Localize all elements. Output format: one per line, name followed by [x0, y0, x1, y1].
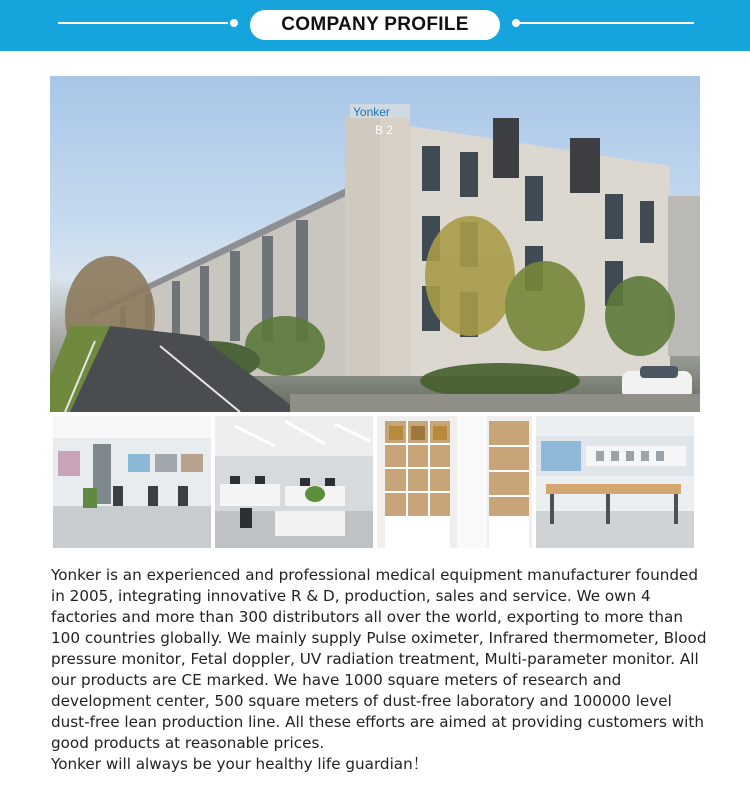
section-header — [0, 0, 750, 51]
building-number: B 2 — [375, 123, 394, 137]
product-room-photo — [536, 416, 694, 548]
showcase-photo — [377, 416, 532, 548]
profile-paragraph: Yonker is an experienced and professional medical equipment manufacturer founded in 2005, integrating innovative R & D, production, sales and service. We own 4 factories and more than 300 distributors all over the world, exporting to more than 100 countries globally. We mainly supply Pulse oximeter, Infrared thermometer, Blood pressure monitor, Fetal doppler, UV radiation treatment, Multi-parameter monitor. All our products are CE marked. We have 1000 square meters of research and development center, 500 square meters of dust-free laboratory and 100000 level dust-free lean production line. All these efforts are aimed at providing customers with good products at reasonable prices. — [51, 566, 707, 752]
header-dot-left — [230, 19, 238, 27]
building-photo — [50, 76, 700, 412]
section-title: COMPANY PROFILE — [250, 10, 500, 40]
lobby-photo — [53, 416, 211, 548]
profile-tagline: Yonker will always be your healthy life guardian！ — [51, 755, 428, 773]
building-sign: Yonker — [353, 105, 390, 119]
header-dot-right — [512, 19, 520, 27]
office-photo — [215, 416, 373, 548]
header-rule-right — [520, 22, 694, 24]
header-rule-left — [58, 22, 228, 24]
company-description — [51, 565, 711, 775]
